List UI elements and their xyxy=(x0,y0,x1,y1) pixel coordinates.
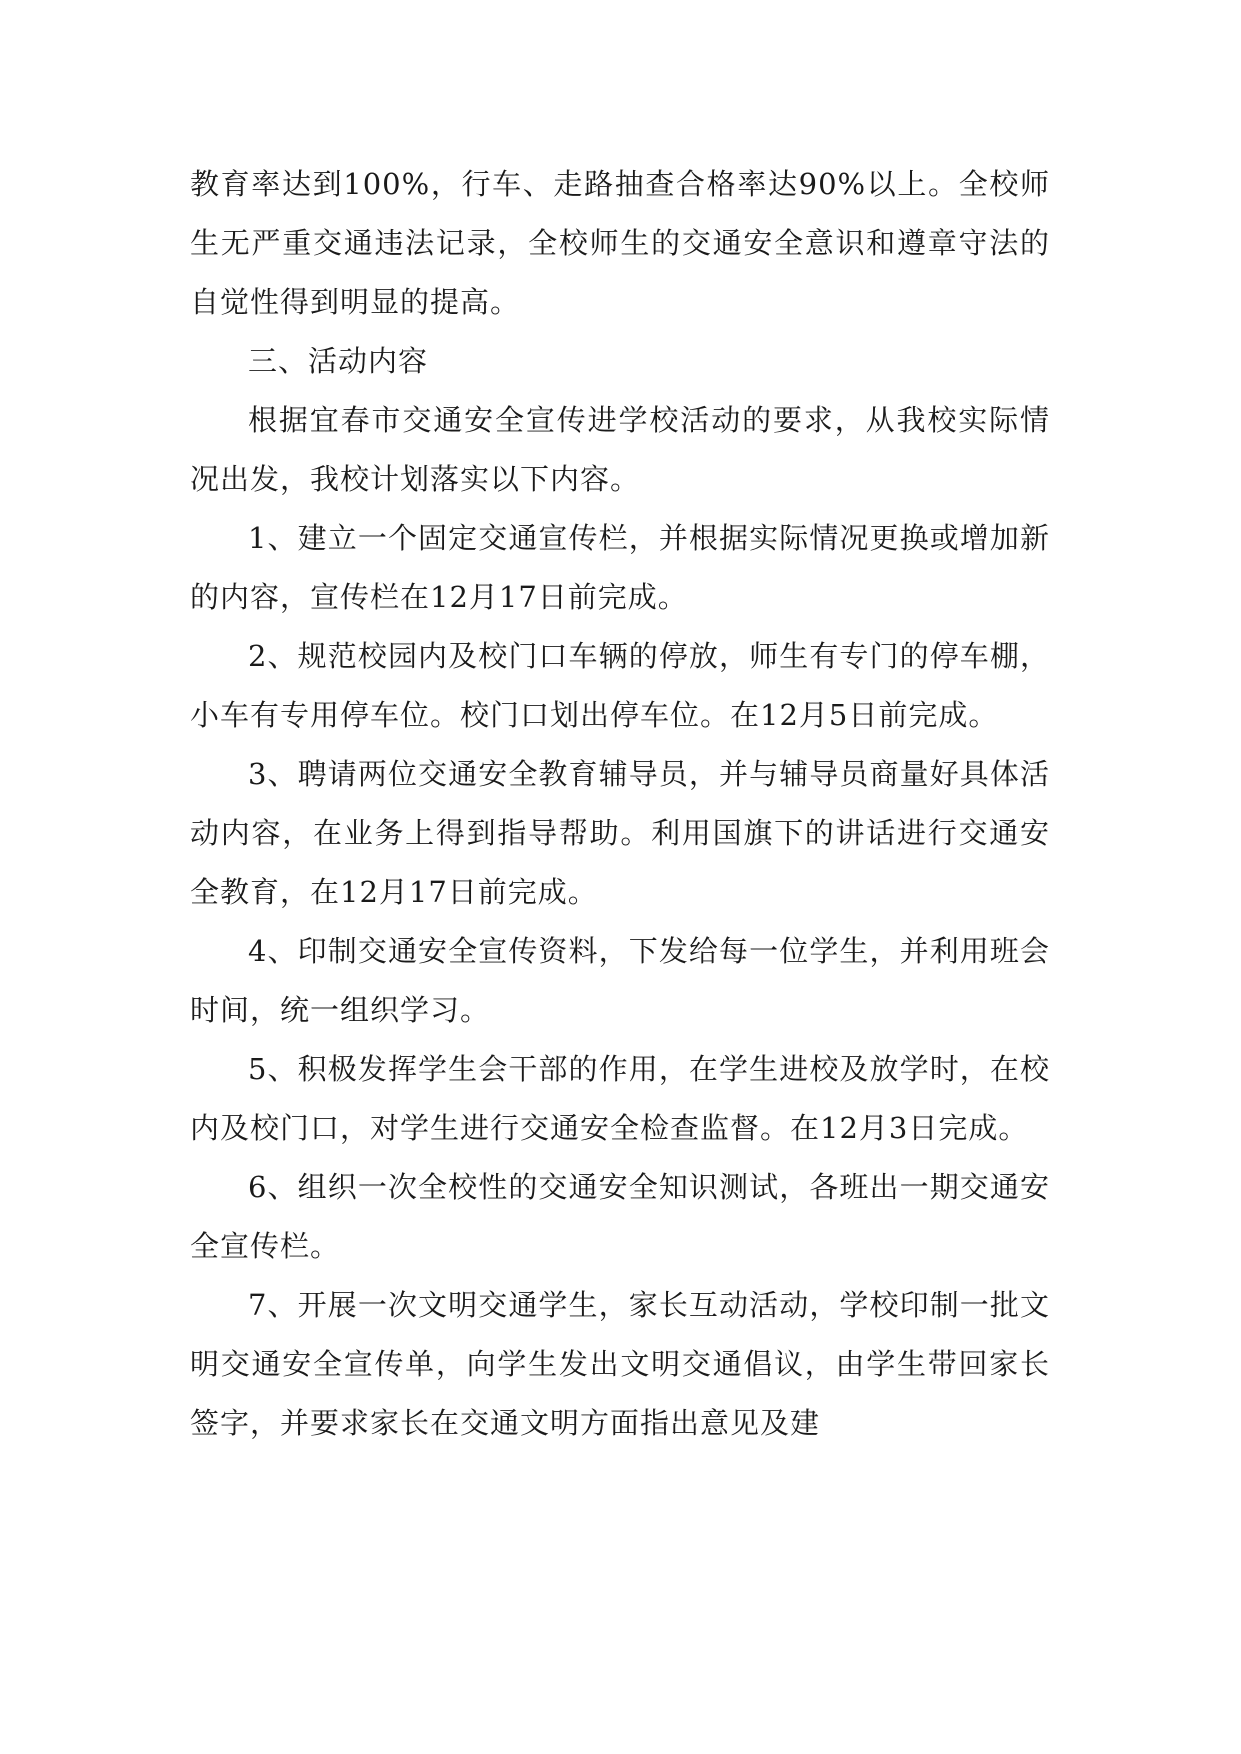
list-item-6: 6、组织一次全校性的交通安全知识测试，各班出一期交通安全宣传栏。 xyxy=(190,1170,1050,1263)
section-heading: 三、活动内容 xyxy=(248,344,429,378)
list-item-2: 2、规范校园内及校门口车辆的停放，师生有专门的停车棚，小车有专用停车位。校门口划出停车位。在12月5日前完成。 xyxy=(190,639,1050,732)
list-item-7: 7、开展一次文明交通学生，家长互动活动，学校印制一批文明交通安全宣传单，向学生发出文明交通倡议，由学生带回家长签字，并要求家长在交通文明方面指出意见及建 xyxy=(190,1288,1050,1440)
paragraph-intro: 根据宜春市交通安全宣传进学校活动的要求，从我校实际情况出发，我校计划落实以下内容。 xyxy=(190,403,1050,496)
paragraph-continuation: 教育率达到100%，行车、走路抽查合格率达90%以上。全校师生无严重交通违法记录，全校师生的交通安全意识和遵章守法的自觉性得到明显的提高。 xyxy=(190,167,1050,319)
list-item-4: 4、印制交通安全宣传资料，下发给每一位学生，并利用班会时间，统一组织学习。 xyxy=(190,934,1050,1027)
document-body xyxy=(190,155,1050,1453)
list-item-3: 3、聘请两位交通安全教育辅导员，并与辅导员商量好具体活动内容，在业务上得到指导帮助。利用国旗下的讲话进行交通安全教育，在12月17日前完成。 xyxy=(190,757,1050,909)
list-item-1: 1、建立一个固定交通宣传栏，并根据实际情况更换或增加新的内容，宣传栏在12月17日前完成。 xyxy=(190,521,1050,614)
list-item-5: 5、积极发挥学生会干部的作用，在学生进校及放学时，在校内及校门口，对学生进行交通安全检查监督。在12月3日完成。 xyxy=(190,1052,1050,1145)
